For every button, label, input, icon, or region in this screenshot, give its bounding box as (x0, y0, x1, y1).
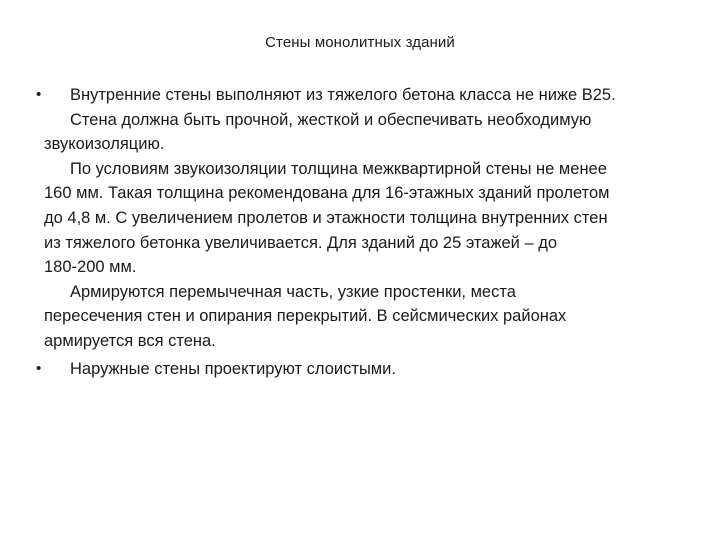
paragraph-line: до 4,8 м. С увеличением пролетов и этажности толщина внутренних стен (44, 208, 608, 227)
slide-body (36, 83, 694, 381)
paragraph-line: По условиям звукоизоляции толщина межквартирной стены не менее (70, 159, 607, 178)
paragraph-line: 160 мм. Такая толщина рекомендована для 16-этажных зданий пролетом (44, 184, 610, 203)
bullet-icon: • (36, 86, 42, 103)
paragraph-line: звукоизоляцию. (44, 135, 165, 154)
paragraph-strength (44, 108, 694, 157)
paragraph-sound-insulation (44, 157, 694, 280)
paragraph-line: из тяжелого бетонка увеличивается. Для зданий до 25 этажей – до (44, 233, 558, 252)
paragraph-line: Стена должна быть прочной, жесткой и обеспечивать необходимую (70, 110, 592, 129)
bullet-item-text: Наружные стены проектируют слоистыми. (70, 359, 396, 378)
slide-title: Стены монолитных зданий (265, 34, 455, 51)
paragraph-line: армируется вся стена. (44, 331, 216, 350)
paragraph-reinforcement (44, 280, 694, 354)
bullet-item-text: Внутренние стены выполняют из тяжелого бетона класса не ниже В25. (70, 86, 616, 104)
paragraph-line: пересечения стен и опирания перекрытий. В сейсмических районах (44, 307, 567, 326)
bullet-item-outer-walls (36, 357, 694, 382)
paragraph-line: 180-200 мм. (44, 258, 137, 277)
bullet-icon: • (36, 359, 42, 377)
bullet-item-inner-walls (36, 83, 694, 108)
paragraph-line: Армируются перемычечная часть, узкие простенки, места (70, 282, 516, 301)
